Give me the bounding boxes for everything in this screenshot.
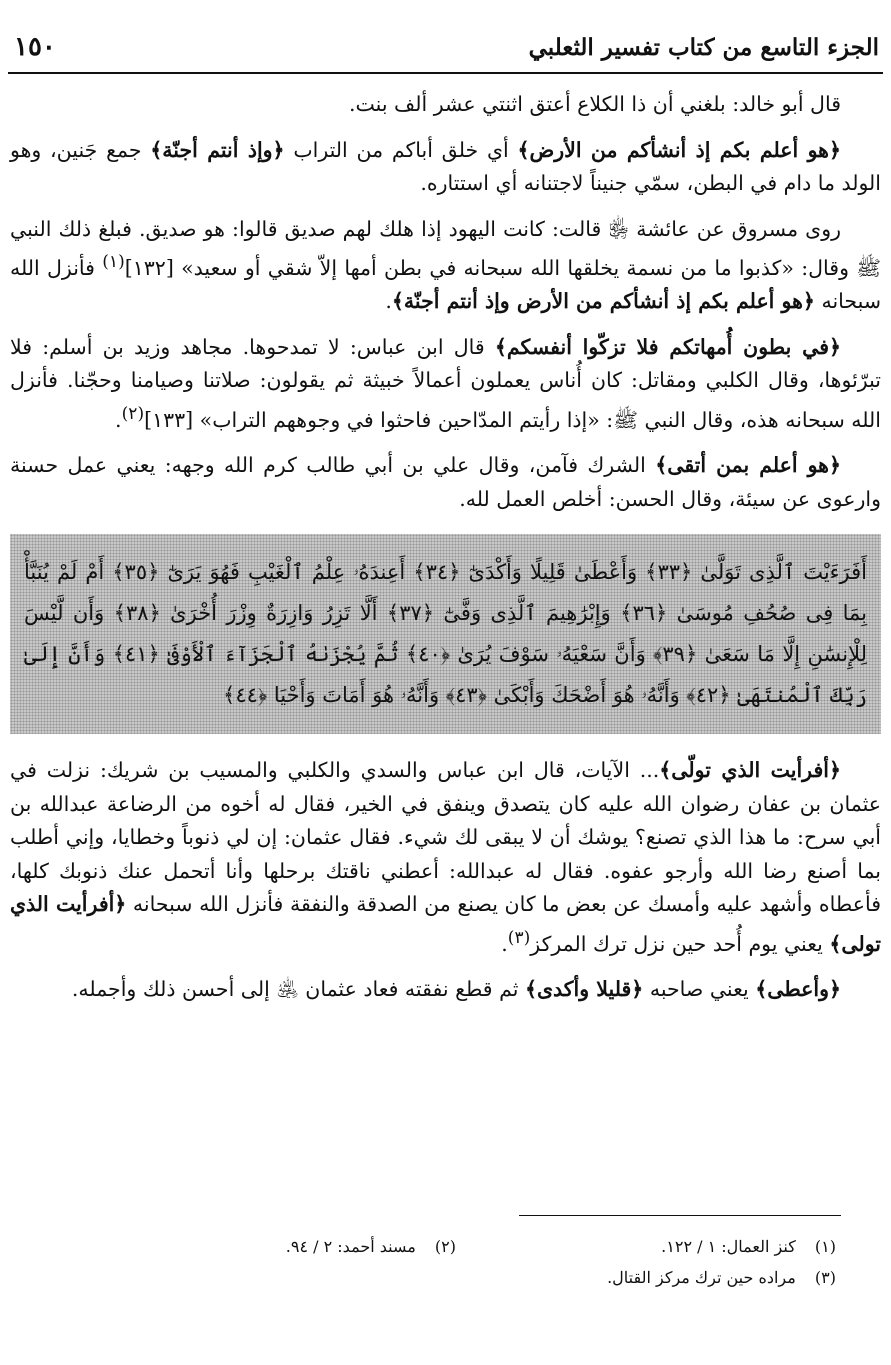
page-number: ١٥٠ [14, 32, 56, 62]
footnote-3 [607, 1268, 836, 1287]
footnote-1 [661, 1237, 836, 1256]
paragraph-2 [10, 134, 881, 201]
text: روى مسروق عن عائشة ﵂ قالت: كانت اليهود إذا هلك لهم صديق قالوا: هو صديق. فبلغ ذلك النبي ﷺ وقال: «كذبوا ما من نسمة يخلقها الله سبحانه في بطن أمها إلاّ شقي أو سعيد» [١٣٢] [10, 216, 881, 280]
quran-verses-box: أَفَرَءَيْتَ ٱلَّذِى تَوَلَّىٰ ﴿٣٣﴾ وَأَعْطَىٰ قَلِيلًا وَأَكْدَىٰٓ ﴿٣٤﴾ أَعِندَهُۥ عِلْمُ ٱلْغَيْبِ فَهُوَ يَرَىٰٓ ﴿٣٥﴾ أَمْ لَمْ يُنَبَّأْ بِمَا فِى صُحُفِ مُوسَىٰ ﴿٣٦﴾ وَإِبْرَٰهِيمَ ٱلَّذِى وَفَّىٰٓ ﴿٣٧﴾ أَلَّا تَزِرُ وَازِرَةٌ وِزْرَ أُخْرَىٰ ﴿٣٨﴾ وَأَن لَّيْسَ لِلْإِنسَٰنِ إِلَّا مَا سَعَىٰ ﴿٣٩﴾ وَأَنَّ سَعْيَهُۥ سَوْفَ يُرَىٰ ﴿٤٠﴾ ثُمَّ يُجْزَىٰهُ ٱلْجَزَآءَ ٱلْأَوْفَىٰ ﴿٤١﴾ وَأَنَّ إِلَىٰ رَبِّكَ ٱلْمُنتَهَىٰ ﴿٤٢﴾ وَأَنَّهُۥ هُوَ أَضْحَكَ وَأَبْكَىٰ ﴿٤٣﴾ وَأَنَّهُۥ هُوَ أَمَاتَ وَأَحْيَا ﴿٤٤﴾ [10, 534, 881, 734]
page-header [8, 28, 883, 74]
footnote-text: كنز العمال: ١ / ١٢٢. [661, 1237, 796, 1256]
paragraph-1 [10, 88, 881, 122]
main-text [10, 88, 881, 1018]
footnote-ref: (٣) [507, 927, 531, 948]
footnote-ref: (١) [102, 252, 125, 272]
text: ثم قطع نفقته فعاد عثمان ﵁ إلى أحسن ذلك وأجمله. [71, 976, 525, 1001]
paragraph-3 [10, 213, 881, 319]
text: الشرك فآمن، وقال علي بن أبي طالب كرم الله وجهه: يعني عمل حسنة وارعوى عن سيئة، وقال الحسن: أخلص العمل لله. [10, 453, 881, 511]
text: . [501, 931, 508, 956]
text: فأنزل الله سبحانه [10, 255, 881, 314]
verse-quote: ﴿وإذ أنتم أجنّة﴾ [150, 137, 285, 162]
verse-quote: ﴿أفرأيت الذي تولى﴾ [10, 892, 881, 956]
text: أي خلق أباكم من التراب [284, 137, 518, 162]
footnote-text: مراده حين ترك مركز القتال. [607, 1268, 796, 1287]
text: يعني يوم أُحد حين نزل ترك المركز [530, 931, 830, 956]
verse-quote: ﴿هو أعلم بكم إذ أنشأكم من الأرض﴾ [517, 137, 842, 162]
footnote-divider [519, 1215, 841, 1216]
verse-quote: ﴿أفرأيت الذي تولّى﴾ [659, 758, 841, 783]
running-title: الجزء التاسع من كتاب تفسير الثعلبي [528, 34, 879, 61]
verse-quote: ﴿هو أعلم بكم إذ أنشأكم من الأرض وإذ أنتم أجنّة﴾ [391, 289, 815, 314]
footnote-ref: (٢) [121, 403, 145, 424]
verse-quote: ﴿هو أعلم بمن أتقى﴾ [655, 453, 841, 478]
footnote-number: (٣) [814, 1268, 836, 1287]
text: قال أبو خالد: بلغني أن ذا الكلاع أعتق اثنتي عشر ألف بنت. [349, 92, 841, 116]
text: قال ابن عباس: لا تمدحوها. مجاهد وزيد بن أسلم: فلا تبرّئوها، وقال الكلبي ومقاتل: كان أُناس يعملون أعمالاً خبيثة ثم يقولون: صلاتنا وصيامنا وحجّنا. فأنزل الله سبحانه هذه، وقال النبي ﷺ: «إذا رأيتم المدّاحين فاحثوا في وجوههم التراب» [١٣٣] [10, 334, 881, 432]
paragraph-7 [10, 973, 881, 1007]
footnote-number: (١) [814, 1237, 836, 1256]
verse-quote: ﴿قليلا وأكدى﴾ [524, 976, 644, 1001]
text: يعني صاحبه [643, 976, 756, 1001]
text: جمع جَنين، وهو الولد ما دام في البطن، سمّي جنيناً لاجتنانه أي استتاره. [10, 137, 881, 195]
paragraph-6 [10, 754, 881, 961]
footnote-number: (٢) [434, 1237, 456, 1256]
text: ... الآيات، قال ابن عباس والسدي والكلبي والمسيب بن شريك: نزلت في عثمان بن عفان رضوان الله عليه كان يتصدق وينفق في الخير، فقال له أخوه من الرضاعة عبدالله بن أبي سرح: ما هذا الذي تصنع؟ يوشك أن لا يبقى لك شيء. فقال عثمان: إن لي ذنوباً وخطايا، وإني أطلب بما أصنع رضا الله وأرجو عفوه. فقال له عبدالله: أعطني ناقتك برحلها وأنا أتحمل عنك ذنوبك كلها، فأعطاه وأشهد عليه وأمسك عن بعض ما كان يصنع من الصدقة والنفقة فأنزل الله سبحانه [10, 758, 882, 917]
paragraph-4 [10, 331, 881, 437]
footnote-2 [286, 1237, 456, 1256]
footnote-text: مسند أحمد: ٢ / ٩٤. [285, 1237, 416, 1256]
paragraph-5 [10, 449, 881, 516]
text: . [385, 289, 392, 314]
verse-quote: ﴿وأعطى﴾ [755, 976, 841, 1001]
text: . [115, 407, 122, 432]
verse-quote: ﴿في بطون أُمهاتكم فلا تزكّوا أنفسكم﴾ [494, 334, 842, 359]
